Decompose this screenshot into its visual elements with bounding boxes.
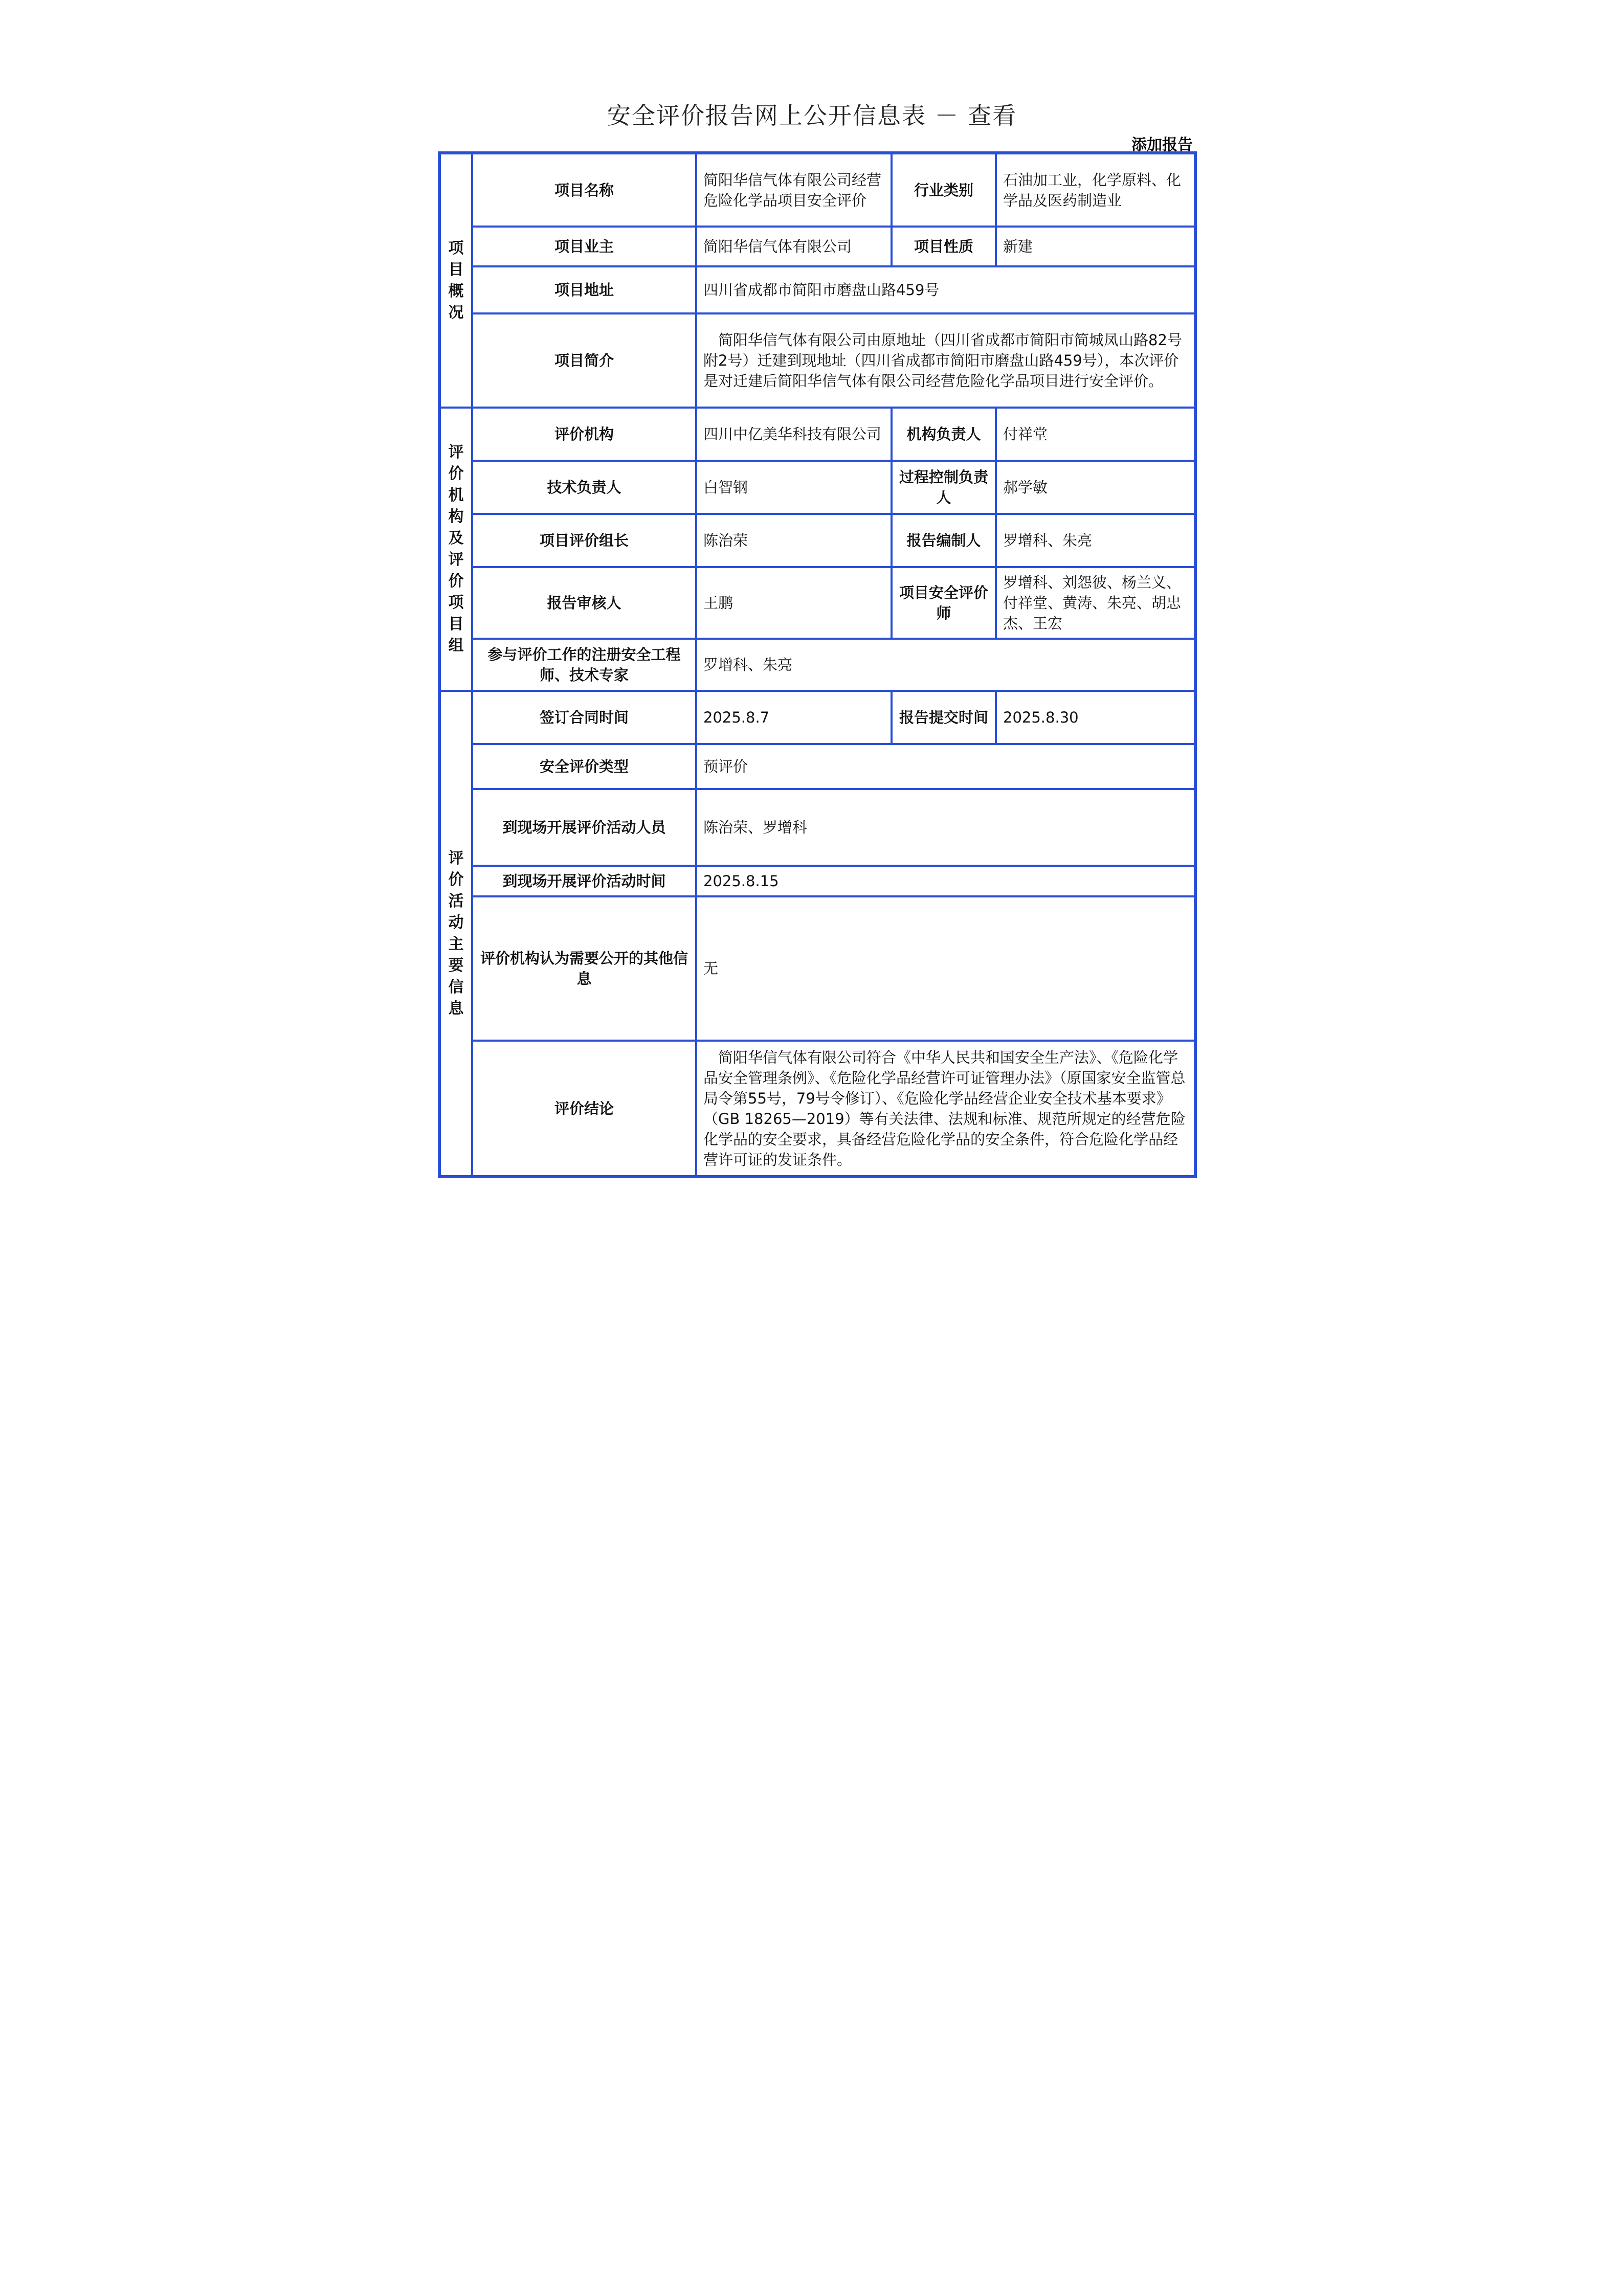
value-agency: 四川中亿美华科技有限公司 [696,408,892,461]
value-conclusion: 简阳华信气体有限公司符合《中华人民共和国安全生产法》、《危险化学品安全管理条例》、《危险化学品经营许可证管理办法》（原国家安全监管总局令第55号，79号令修订）、《危险化学品经营企业安全技术基本要求》（GB 18265—2019）等有关法律、法规和标准、规范所规定的经营危险化学品的安全要求，具备经营危险化学品的安全条件，符合危险化学品经营许可证的发证条件。 [696,1041,1195,1177]
label-report-writer: 报告编制人 [892,514,996,567]
value-project-name: 简阳华信气体有限公司经营危险化学品项目安全评价 [696,153,892,227]
label-submit-date: 报告提交时间 [892,691,996,744]
table-row [439,744,1195,789]
value-process-head: 郝学敏 [996,461,1195,514]
info-table [438,151,1197,1178]
table-row [439,266,1195,313]
table-row [439,789,1195,866]
table-row [439,567,1195,639]
label-eval-type: 安全评价类型 [472,744,696,789]
value-team-leader: 陈治荣 [696,514,892,567]
value-onsite-time: 2025.8.15 [696,866,1195,896]
value-nature: 新建 [996,227,1195,266]
section-activity: 评价活动主要信息 [439,691,472,1177]
label-contract-date: 签订合同时间 [472,691,696,744]
table-row [439,153,1195,227]
table-row [439,1041,1195,1177]
value-onsite-staff: 陈治荣、罗增科 [696,789,1195,866]
value-intro: 简阳华信气体有限公司由原地址（四川省成都市简阳市简城凤山路82号附2号）迁建到现地址（四川省成都市简阳市磨盘山路459号），本次评价是对迁建后简阳华信气体有限公司经营危险化学品项目进行安全评价。 [696,313,1195,408]
label-intro: 项目简介 [472,313,696,408]
table-row [439,313,1195,408]
value-eval-type: 预评价 [696,744,1195,789]
label-project-name: 项目名称 [472,153,696,227]
table-row [439,227,1195,266]
label-owner: 项目业主 [472,227,696,266]
page-title: 安全评价报告网上公开信息表 － 查看 [607,102,1017,129]
label-other-info: 评价机构认为需要公开的其他信息 [472,896,696,1041]
section-agency: 评价机构及评价项目组 [439,408,472,691]
label-reviewer: 报告审核人 [472,567,696,639]
table-row [439,866,1195,896]
table-row [439,408,1195,461]
label-nature: 项目性质 [892,227,996,266]
table-row [439,896,1195,1041]
value-address: 四川省成都市简阳市磨盘山路459号 [696,266,1195,313]
value-other-info: 无 [696,896,1195,1041]
label-safety-assessors: 项目安全评价师 [892,567,996,639]
label-agency: 评价机构 [472,408,696,461]
table-row [439,461,1195,514]
value-owner: 简阳华信气体有限公司 [696,227,892,266]
add-report-link[interactable]: 添加报告 [1131,136,1193,154]
label-onsite-time: 到现场开展评价活动时间 [472,866,696,896]
label-process-head: 过程控制负责人 [892,461,996,514]
value-industry: 石油加工业，化学原料、化学品及医药制造业 [996,153,1195,227]
section-overview: 项目概况 [439,153,472,408]
label-industry: 行业类别 [892,153,996,227]
table-row [439,691,1195,744]
value-safety-assessors: 罗增科、刘怨彼、杨兰义、付祥堂、黄涛、朱亮、胡忠杰、王宏 [996,567,1195,639]
label-agency-head: 机构负责人 [892,408,996,461]
table-row [439,514,1195,567]
label-team-leader: 项目评价组长 [472,514,696,567]
label-tech-head: 技术负责人 [472,461,696,514]
label-onsite-staff: 到现场开展评价活动人员 [472,789,696,866]
label-engineers: 参与评价工作的注册安全工程师、技术专家 [472,639,696,691]
value-agency-head: 付祥堂 [996,408,1195,461]
table-row [439,639,1195,691]
value-tech-head: 白智钢 [696,461,892,514]
value-submit-date: 2025.8.30 [996,691,1195,744]
value-engineers: 罗增科、朱亮 [696,639,1195,691]
value-report-writer: 罗增科、朱亮 [996,514,1195,567]
value-contract-date: 2025.8.7 [696,691,892,744]
label-conclusion: 评价结论 [472,1041,696,1177]
value-reviewer: 王鹏 [696,567,892,639]
label-address: 项目地址 [472,266,696,313]
